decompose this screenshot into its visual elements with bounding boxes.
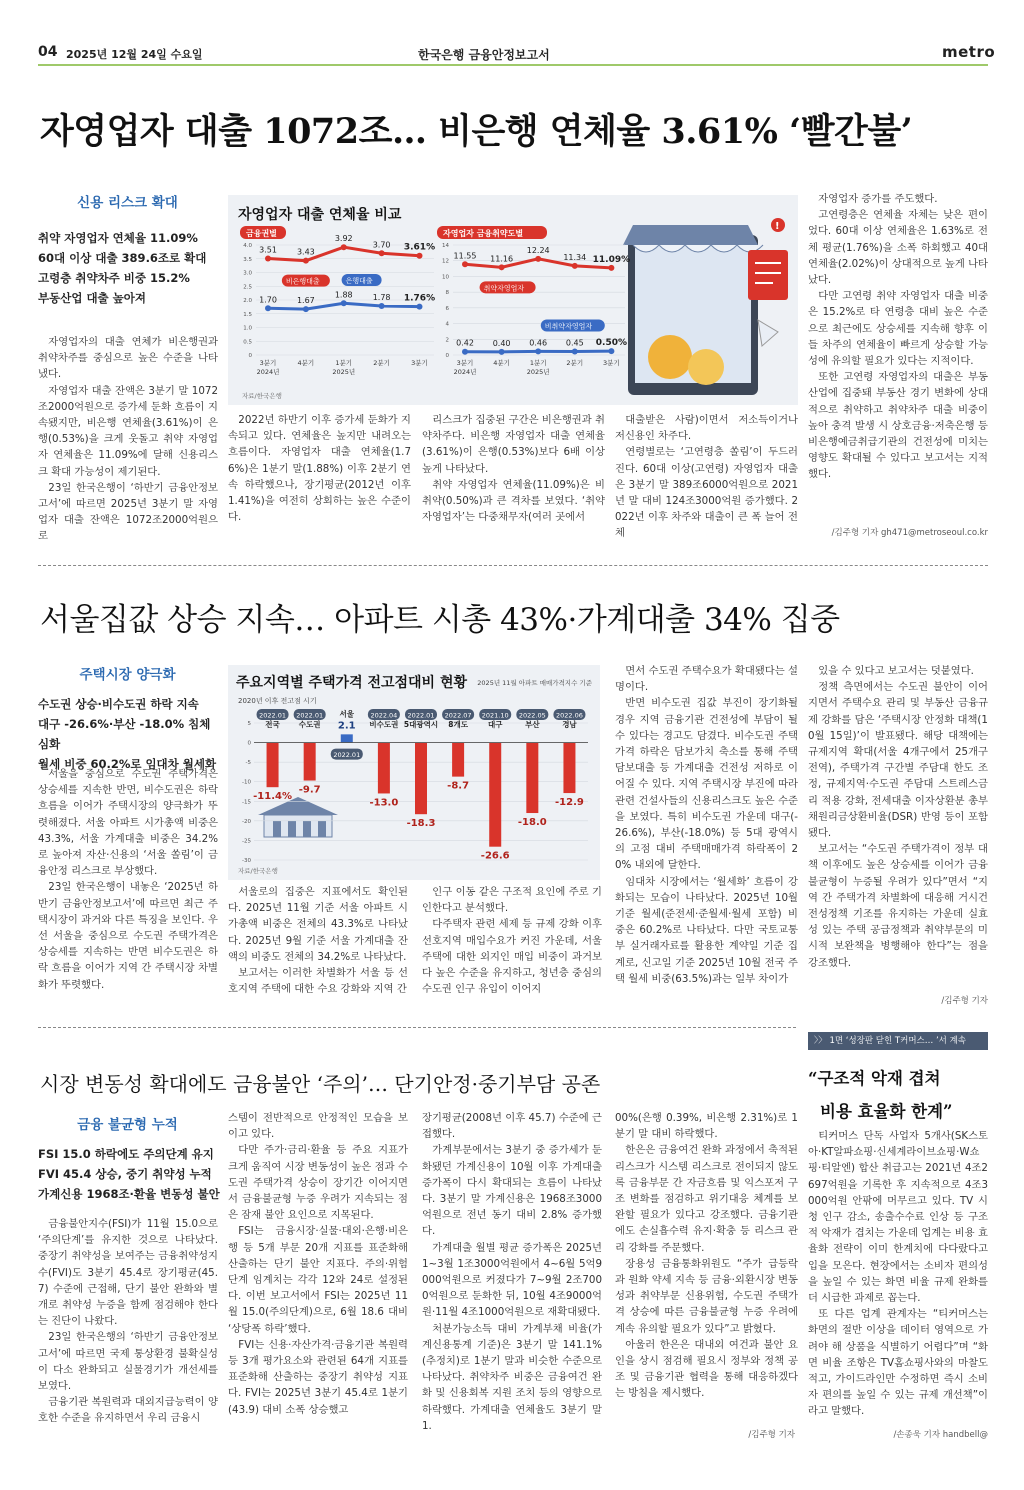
chart1-ytick: 3.0 — [243, 270, 252, 277]
chart1-point — [608, 265, 614, 271]
paragraph: 장용성 금융통화위원도 “주가 급등락과 원화 약세 지속 등 금융·외환시장 변동성과 취약부문 신용위험, 수도권 주택가격 상승에 따른 금융불균형 누증 우려에 계속 유의할 필요가 있다”고 밝혔다. — [615, 1257, 798, 1335]
chart1-data-label: 3.61% — [403, 242, 436, 253]
paragraph: 가계부문에서는 3분기 중 증가세가 둔화됐던 가계신용이 10월 이후 가계대출 증가폭이 다시 확대되는 흐름이 나타났다. 3분기 말 가계신용은 1968조3000억원으로 전년 동기 대비 2.8% 증가했다. — [422, 1144, 602, 1238]
chart1-point — [572, 263, 578, 269]
chart2-category: 5대광역시 — [403, 720, 439, 729]
chart2-peak-label: 2022.01 — [333, 751, 361, 760]
article3-col3 — [422, 1110, 602, 1434]
chart2-peak-label: 2022.04 — [370, 711, 398, 720]
article1-col5 — [808, 191, 988, 483]
chart1-point — [499, 349, 505, 355]
paragraph: 면서 수도권 주택수요가 확대됐다는 설명이다. — [615, 665, 798, 694]
article2-col5 — [808, 663, 988, 971]
chart1-title: 자영업자 대출 연체율 비교 — [238, 207, 402, 223]
chart2-value-label: -12.9 — [555, 797, 584, 809]
chart2-value-label: -18.0 — [517, 817, 547, 829]
chart1-point — [379, 303, 385, 309]
chart2-peak-label: 2022.06 — [555, 711, 583, 720]
chart1-xtick: 1분기 — [529, 359, 547, 367]
paragraph: 다만 고연령 취약 자영업자 대출 비중은 15.2%로 타 연령층 대비 높은 수준으로 최근에도 상승세를 지속해 향후 이들 차주의 연체율이 빠르게 상승할 가능성에 유의할 필요가 있다는 지적이다. — [808, 290, 988, 368]
chart1-xtick: 4분기 — [297, 359, 315, 367]
article3-headline: 시장 변동성 확대에도 금융불안 ‘주의’… 단기안정·중기부담 공존 — [40, 1072, 601, 1096]
chart1-data-label: 11.16 — [490, 254, 514, 264]
article2-col2 — [228, 884, 408, 997]
article1-byline: /김주형 기자 gh471@metroseoul.co.kr — [831, 528, 988, 538]
chart2-ytick: -30 — [242, 858, 251, 864]
side-quote — [808, 1062, 988, 1128]
chart1-point — [608, 348, 614, 354]
chart1-data-label: 1.78 — [372, 293, 391, 303]
chart1-data-label: 0.42 — [456, 338, 474, 348]
paragraph: 대출받은 사람)이면서 저소득이거나 저신용인 차주다. — [615, 414, 798, 443]
article2-col4 — [615, 663, 798, 987]
paragraph: 자영업자 증가를 주도했다. — [818, 193, 938, 205]
chart1-ytick: 0 — [248, 353, 252, 359]
paragraph: 보고서는 이러한 차별화가 서울 등 선호지역 주택에 대한 수요 강화와 지역 간 — [228, 967, 408, 996]
chart2-bar — [378, 743, 390, 794]
chart1-svg — [228, 195, 798, 405]
paragraph: 고연령층은 연체율 자체는 낮은 편이었다. 60대 이상 연체율은 1.63%로 전체 평균(1.76%)을 소폭 하회했고 40대 연체율(2.02%)이 상대적으로 높게 나타났다. — [808, 209, 988, 287]
chart1-xtick: 3분기 — [603, 359, 620, 367]
chart1-point — [416, 304, 422, 310]
quote-line: 비용 효율화 한계” — [820, 1102, 953, 1121]
chart1-point — [499, 264, 505, 270]
chart2-bar — [267, 743, 279, 788]
paragraph: 취약 자영업자 연체율(11.09%)은 비취약(0.50%)과 큰 격차를 보였다. ‘취약 자영업자’는 다중채무자(여러 곳에서 — [422, 478, 605, 524]
paragraph: 금융기관 복원력과 대외지급능력이 양호한 수준을 유지하면서 우리 금융시 — [38, 1396, 218, 1425]
paragraph: 23일 한국은행이 내놓은 ‘2025년 하반기 금융안정보고서’에 따르면 최근 주택시장이 과거와 다른 특징을 보인다. 우선 서울을 중심으로 수도권 주택가격은 상승세를 지속하는 반면 비수도권은 하락 흐름을 이어가 지역 간 주택시장 차별화가 뚜렷했다. — [38, 881, 218, 991]
chart2-peak-label: 2022.07 — [444, 711, 472, 720]
side-body — [808, 1128, 988, 1420]
article1-headline: 자영업자 대출 1072조… 비은행 연체율 3.61% ‘빨간불’ — [40, 111, 913, 152]
svg-text:!: ! — [775, 221, 780, 232]
chart1-point — [535, 256, 541, 262]
section-divider — [38, 1027, 796, 1028]
chart2-title: 주요지역별 주택가격 전고점대비 현황 — [236, 675, 468, 691]
chart1-xtick: 2분기 — [373, 359, 390, 367]
paragraph: 정책 측면에서는 수도권 불안이 이어지면서 주택수요 관리 및 부동산 금융규제 강화를 담은 ‘주택시장 안정화 대책(10월 15일)’이 발표됐다. 해당 대책에는 규제지역 확대(서울 4개구에서 25개구 전역), 주택가격 구간별 주담대 한도 조정, 규제지역·수도권 주담대 스트레스금리 적용 강화, 전세대출 이자상환분 총부채원리금상환비율(DSR) 반영 등이 포함됐다. — [808, 681, 988, 840]
chart1-ytick: 6 — [445, 305, 449, 312]
chart1-point — [379, 250, 385, 256]
chart1-xtick: 3분기 — [259, 359, 277, 367]
house-icon — [258, 797, 338, 837]
chart1-ytick: 14 — [442, 243, 449, 249]
chart2-bar — [489, 743, 501, 847]
article2-headline: 서울집값 상승 지속… 아파트 시총 43%·가계대출 34% 집중 — [40, 602, 840, 638]
article2-col3 — [422, 884, 602, 997]
chart1-ytick: 8 — [445, 290, 449, 297]
continued-tag: 〉〉 1면 ‘성장판 닫힌 T커머스… ’서 계속 — [808, 1032, 988, 1050]
section-divider — [38, 565, 988, 566]
chart2-bar — [304, 743, 316, 781]
chart1-xtick: 2분기 — [566, 359, 584, 367]
chart2-bar — [526, 743, 538, 813]
paragraph: FSI는 금융시장·실물·대외·은행·비은행 등 5개 부문 20개 지표를 표준화해 산출하는 단기 불안 지표다. 주의·위험 단계 임계치는 각각 12와 24로 설정된다. 이번 보고서에서 FSI는 2025년 11월 15.0(주의단계)으로, 6월 18.6 대비 ‘상당폭 하락’했다. — [228, 1225, 408, 1335]
article3-kicker: 금융 불균형 누적 — [77, 1117, 178, 1133]
paragraph: FVI는 신용·자산가격·금융기관 복원력 등 3개 평가요소와 관련된 64개 지표를 표준화해 산출하는 중장기 취약성 지표다. FVI는 2025년 3분기 45.4로 1분기(43.9) 대비 소폭 상승했고 — [228, 1338, 408, 1416]
header-rule — [38, 64, 988, 66]
chart1-point — [303, 258, 309, 264]
chart1-point — [341, 244, 347, 250]
chart2-category: 서울 — [339, 709, 355, 719]
paragraph: 스템이 전반적으로 안정적인 모습을 보이고 있다. — [228, 1112, 408, 1141]
paragraph: 다주택자 관련 세제 등 규제 강화 이후 선호지역 매입수요가 커진 가운데, 서울 주택에 대한 외지인 매입 비중이 과거보다 높은 수준을 유지하고, 청년층 중심의 수도권 인구 유입이 이어지 — [422, 918, 602, 996]
chart1-data-label: 12.24 — [526, 245, 550, 255]
chart1-data-label: 11.55 — [453, 251, 477, 261]
article1-kicker: 신용 리스크 확대 — [77, 195, 178, 211]
chart1-xtick: 3분기 — [456, 359, 474, 367]
chart1-xyear: 2025년 — [332, 368, 356, 376]
article1-col3 — [422, 412, 605, 525]
chart2-ytick: -15 — [242, 799, 251, 806]
subhead: 월세 비중 60.2%로 임대차 월세화 — [38, 757, 217, 771]
article2-kicker: 주택시장 양극화 — [79, 667, 176, 683]
article1-col1 — [38, 334, 218, 545]
chart2-ytick: -5 — [245, 760, 251, 767]
metro-logo: metro — [942, 43, 996, 61]
chart2-peak-label: 2022.01 — [259, 711, 287, 720]
chart1-ytick: 4 — [445, 321, 449, 328]
chart1-ytick: 12 — [442, 258, 449, 265]
subhead: 고령층 취약차주 비중 15.2% — [38, 271, 190, 285]
paragraph: 23일 한국은행의 ‘하반기 금융안정보고서’에 따르면 국제 통상환경 불확실성이 다소 완화되고 실물경기가 개선세를 보였다. — [38, 1331, 218, 1393]
chart2-ytick: -20 — [242, 818, 251, 825]
paragraph: 리스크가 집중된 구간은 비은행권과 취약차주다. 비은행 자영업자 대출 연체율(3.61%)이 은행(0.53%)보다 6배 이상 높게 나타났다. — [422, 414, 605, 475]
subhead: FVI 45.4 상승, 중기 취약성 누적 — [38, 1167, 212, 1181]
chart2-value-label: 2.1 — [337, 720, 356, 732]
subhead: 취약 자영업자 연체율 11.09% — [38, 231, 198, 245]
paragraph: 보고서는 “수도권 주택가격이 정부 대책 이후에도 높은 상승세를 이어가 금융불균형이 누증될 우려가 있다”면서 “지역 간 주택가격 차별화에 대응해 거시건전성정책 기조를 유지하는 가운데 실효성 있는 주택 공급정책과 취약부문의 미시적 보완책을 병행해야 한다”는 점을 강조했다. — [808, 843, 988, 969]
section-title: 한국은행 금융안정보고서 — [418, 48, 550, 62]
chart2-peak-label: 2022.01 — [296, 711, 324, 720]
chart1-point — [416, 253, 422, 259]
chart1-series-name: 비취약자영업자 — [544, 322, 593, 331]
paragraph: 티커머스 단독 사업자 5개사(SK스토아·KT알파쇼핑·신세계라이브쇼핑·W쇼핑·티알엔) 합산 취급고는 2021년 4조2697억원을 기록한 후 지속적으로 4조3000억원 안팎에 머무르고 있다. TV 시청 인구 감소, 송출수수료 인상 등 구조적 악재가 겹치는 가운데 업계는 비용 효율화 전략이 이미 한계치에 다다랐다고 입을 모은다. 현장에서는 소비자 편의성을 높일 수 있는 화면 비율 규제 완화를 더 시급한 과제로 꼽는다. — [808, 1130, 988, 1305]
paragraph: 자영업자의 대출 연체가 비은행권과 취약차주를 중심으로 높은 수준을 나타냈다. — [38, 336, 218, 381]
article2-col1 — [38, 766, 218, 993]
chart2-category: 대구 — [487, 720, 503, 729]
chart1-data-label: 1.70 — [259, 295, 277, 305]
paragraph: 가계대출 월별 평균 증가폭은 2025년 1~3월 1조3000억원에서 4~6월 5억9000억원으로 커졌다가 7~9월 2조7000억원으로 둔화한 뒤, 10월 4조9000억원·11월 4조1000억원으로 재확대됐다. — [422, 1241, 602, 1319]
chart2-bar — [452, 743, 464, 777]
article1-subheads — [38, 228, 223, 308]
paragraph: 00%(은행 0.39%, 비은행 2.31%)로 1분기 말 대비 하락했다. — [615, 1112, 798, 1141]
chart2-peak-label: 2022.05 — [518, 711, 546, 720]
paragraph: 또 다른 업계 관계자는 “티커머스는 화면의 절반 이상을 데이터 영역으로 가려야 해 상품을 식별하기 어렵다”며 “화면 비율 조항은 TV홈쇼핑사와의 마찰도 적고, 가이드라인만 수정하면 즉시 소비자 편의를 높일 수 있는 규제 개선책”이라고 말했다. — [808, 1308, 988, 1418]
chart1-point — [462, 349, 468, 355]
chart1-ytick: 3.5 — [243, 256, 252, 263]
chart2-value-label: -8.7 — [447, 780, 470, 792]
chart1-ytick: 1.5 — [243, 311, 252, 318]
chart1-ytick: 0 — [445, 353, 449, 359]
chart2-bar — [415, 743, 427, 815]
chart1-point — [341, 300, 347, 306]
chart2-source: 자료/한국은행 — [238, 867, 278, 875]
paragraph: 자영업자 대출 잔액은 3분기 말 1072조2000억원으로 증가세 둔화 흐름이 지속됐지만, 비은행 연체율(3.61%)이 은행(0.53%)을 크게 웃돌고 취약 자영업자 연체율은 11.09%에 달해 신용리스크 확대 가능성이 제기된다. — [38, 384, 218, 478]
page-number: 04 — [38, 44, 58, 60]
chart1-data-label: 3.92 — [334, 234, 353, 244]
article3-col2 — [228, 1110, 408, 1418]
article3-subheads — [38, 1144, 223, 1204]
chart1-point — [265, 305, 271, 311]
chart1-ytick: 2.5 — [243, 284, 252, 291]
paragraph: 장기평균(2008년 이후 45.7) 수준에 근접했다. — [422, 1112, 602, 1141]
chart2-ytick: -25 — [242, 838, 251, 845]
chart2-bar — [341, 734, 353, 742]
chart1-ytick: 0.5 — [243, 339, 252, 346]
chart1-point — [462, 261, 468, 267]
chart1-ytick: 4.0 — [243, 243, 252, 249]
paragraph: 반면 비수도권 집값 부진이 장기화될 경우 지역 금융기관 건전성에 부담이 될 수 있다는 경고도 담겼다. 비수도권 주택가격 하락은 담보가치 축소를 통해 주택담보대출 등 가계대출 건전성 저하로 이어질 수 있다. 지역 주택시장 부진에 따라 관련 건설사들의 신용리스크도 높은 수준을 보였다. 특히 비수도권 가운데 대구(-26.6%), 부산(-18.0%) 등 5대 광역시의 고점 대비 주택매매가격 하락폭이 20% 내외에 달한다. — [615, 697, 798, 872]
page-header — [38, 42, 996, 64]
side-byline: /손종욱 기자 handbell@ — [893, 1430, 988, 1440]
chart2-category: 부산 — [525, 720, 540, 729]
article3-byline: /김주형 기자 — [748, 1430, 795, 1440]
paragraph: 처분가능소득 대비 가계부채 비율(가계신용통계 기준)은 3분기 말 141.1%(추정치)로 1분기 말과 비슷한 수준으로 나타났다. 취약차주 비중은 금융여건 완화 및 신용회복 지원 조치 등의 영향으로 하락했다. 가계대출 연체율도 3분기 말 1. — [422, 1322, 602, 1432]
chart1-xtick: 4분기 — [493, 359, 510, 367]
chart2-category: 수도권 — [298, 720, 321, 729]
chart2-category: 비수도권 — [369, 720, 399, 729]
chart2-ytick: 5 — [247, 721, 251, 727]
chart1-data-label: 11.34 — [563, 252, 587, 262]
chart1-data-label: 0.46 — [529, 338, 548, 348]
chart1-ytick: 1.0 — [243, 325, 252, 332]
article2-byline: /김주형 기자 — [941, 996, 988, 1006]
chart2-value-label: -11.4% — [253, 791, 292, 803]
subhead: 대구 -26.6%·부산 -18.0% 침체 심화 — [38, 717, 211, 751]
chart1-data-label: 1.76% — [403, 293, 436, 304]
chart1-point — [303, 306, 309, 312]
chart2-peak-label: 2022.01 — [407, 711, 435, 720]
chart1-xtick: 1분기 — [335, 359, 353, 367]
chart1-data-label: 0.50% — [595, 338, 628, 349]
chart1-point — [265, 255, 271, 261]
chart1-data-label: 3.43 — [296, 247, 315, 257]
chart1-ytick: 2.0 — [243, 298, 252, 304]
paragraph: 한은은 금융여건 완화 과정에서 축적된 리스크가 시스템 리스크로 전이되지 않도록 금융부문 간 자금흐름 및 익스포저 구조 변화를 점검하고 위기대응 체계를 보완할 필요가 있다고 강조했다. 금융기관에도 손실흡수력 유지·확충 등 리스크 관리 강화를 주문했다. — [615, 1144, 798, 1254]
paragraph: 서울로의 집중은 지표에서도 확인된다. 2025년 11월 기준 서울 아파트 시가총액 비중은 전체의 43.3%로 나타났다. 2025년 9월 기준 서울 가계대출 잔액의 비중도 전체의 34.2%로 나타났다. — [228, 886, 408, 963]
subhead: 가계신용 1968조·환율 변동성 불안 — [38, 1187, 220, 1201]
chart1-series-name: 취약자영업자 — [483, 284, 525, 293]
chart2-ytick: -10 — [242, 779, 251, 786]
chart1-data-label: 1.67 — [296, 296, 315, 306]
paragraph: 또한 고연령 자영업자의 대출은 부동산업에 집중돼 부동산 경기 변화에 상대적으로 취약하고 취약차주 대출 비중이 높아 충격 발생 시 상호금융·저축은행 등 비은행예금취급기관의 건전성에 미치는 영향도 확대될 수 있다고 보고서는 지적했다. — [808, 371, 988, 481]
paragraph: 금융불안지수(FSI)가 11월 15.0으로 ‘주의단계’를 유지한 것으로 나타났다. 중장기 취약성을 보여주는 금융취약성지수(FVI)도 3분기 45.4로 장기평균(45.7) 수준에 근접해, 단기 불안 완화와 별개로 취약성 누증을 함께 점검해야 한다는 진단이 나왔다. — [38, 1218, 218, 1328]
subhead: 부동산업 대출 높아져 — [38, 291, 146, 305]
paragraph: 23일 한국은행이 ‘하반기 금융안정보고서’에 따르면 2025년 3분기 말 자영업자 대출 잔액은 1072조2000억원으로 — [38, 481, 218, 543]
article2-subheads — [38, 694, 223, 774]
chart1-data-label: 0.45 — [565, 338, 584, 348]
chart2-value-label: -26.6 — [480, 850, 510, 862]
paragraph: 아울러 한은은 대내외 여건과 불안 요인을 상시 점검해 필요시 정부와 정책 공조 및 금융기관 협력을 통해 대응하겠다는 방침을 제시했다. — [615, 1338, 798, 1400]
article1-col4 — [615, 412, 798, 542]
subhead: 수도권 상승·비수도권 하락 지속 — [38, 697, 199, 711]
chart1-panel-label: 자영업자 금융취약도별 — [443, 229, 524, 238]
chart1-box — [228, 195, 798, 405]
phone-illustration — [623, 218, 788, 395]
chart2-svg — [228, 665, 600, 880]
chart1-xyear: 2025년 — [526, 368, 550, 376]
chart1-ytick: 2 — [445, 337, 449, 344]
paragraph: 있을 수 있다고 보고서는 덧붙였다. — [818, 665, 974, 677]
chart1-point — [535, 348, 541, 354]
chart2-value-label: -9.7 — [298, 784, 321, 796]
chart1-data-label: 3.51 — [259, 245, 277, 255]
chart2-bar — [563, 743, 575, 793]
paragraph: 다만 주가·금리·환율 등 주요 지표가 크게 움직여 시장 변동성이 높은 점과 수도권 주택가격 상승이 장기간 이어지면서 금융불균형 누증 우려가 지속되는 점은 잠재 불안 요인으로 지목된다. — [228, 1144, 408, 1222]
chart1-xyear: 2024년 — [453, 368, 477, 376]
chart1-point — [572, 348, 578, 354]
paragraph: 임대차 시장에서는 ‘월세화’ 흐름이 강화되는 모습이 나타났다. 2025년 10월 기준 월세(준전세·준월세·월세 포함) 비중은 60.2%로 나타났다. 다만 국토교통부 실거래자료를 활용한 계약일 기준 집계로, 신고일 기준 2025년 10월 전국 주택 월세 비중(63.5%)과는 일부 차이가 — [615, 875, 798, 985]
chart2-category: 8개도 — [448, 720, 468, 729]
chart1-data-label: 11.09% — [592, 254, 631, 265]
chart2-legend: 2020년 이후 전고점 시기 — [238, 697, 317, 705]
subhead: FSI 15.0 하락에도 주의단계 유지 — [38, 1147, 214, 1161]
article3-col4 — [615, 1110, 798, 1402]
chart1-source: 자료/한국은행 — [242, 392, 282, 400]
chart1-xtick: 3분기 — [411, 359, 428, 367]
article3-col1 — [38, 1216, 218, 1427]
quote-line: “구조적 악재 겹쳐 — [808, 1069, 941, 1088]
article1-col2 — [228, 412, 411, 525]
subhead: 60대 이상 대출 389.6조로 확대 — [38, 251, 207, 265]
page-date: 2025년 12월 24일 수요일 — [66, 48, 203, 61]
paragraph: 인구 이동 같은 구조적 요인에 주로 기인한다고 분석했다. — [422, 886, 602, 915]
chart1-series-name: 비은행대출 — [285, 277, 320, 286]
chart2-box — [228, 665, 600, 880]
chart1-data-label: 1.88 — [334, 290, 353, 300]
chart2-category: 경남 — [562, 720, 577, 729]
chart2-peak-label: 2021.10 — [481, 711, 509, 720]
chart2-category: 전국 — [265, 720, 280, 729]
chart1-ytick: 10 — [442, 274, 449, 281]
chart1-series-name: 은행대출 — [345, 277, 373, 286]
paragraph: 연령별로는 ‘고연령층 쏠림’이 두드러진다. 60대 이상(고연령) 자영업자 대출은 3분기 말 389조6000억원으로 2021년 말 대비 124조3000억원 증가했다. 2022년 이후 차주와 대출이 큰 폭 늘어 전체 — [615, 446, 798, 540]
chart2-value-label: -18.3 — [406, 818, 436, 830]
chart1-data-label: 0.40 — [492, 338, 511, 348]
paragraph: 2022년 하반기 이후 증가세 둔화가 지속되고 있다. 연체율은 높지만 내려오는 흐름이다. 자영업자 대출 연체율(1.76%)은 1분기 말(1.88%) 이후 2분기 연속 하락했으나, 장기평균(2012년 이후 1.41%)을 여전히 상회하는 높은 수준이다. — [228, 414, 411, 524]
chart2-value-label: -13.0 — [369, 797, 399, 809]
chart1-data-label: 3.70 — [372, 240, 391, 250]
paragraph: 서울을 중심으로 수도권 주택가격은 상승세를 지속한 반면, 비수도권은 하락 흐름을 이어가 주택시장의 양극화가 뚜렷해졌다. 서울 아파트 시가총액 비중은 43.3%, 서울 가계대출 비중은 34.2%로 높아져 자산·신용의 ‘서울 쏠림’이 금융안정 리스크로 부상했다. — [38, 768, 218, 878]
chart1-panel-label: 금융권별 — [246, 229, 277, 238]
chart2-ytick: 0 — [247, 740, 251, 747]
chart2-note: 2025년 11월 아파트 매매가격지수 기준 — [477, 679, 592, 687]
chart1-xyear: 2024년 — [256, 368, 280, 376]
